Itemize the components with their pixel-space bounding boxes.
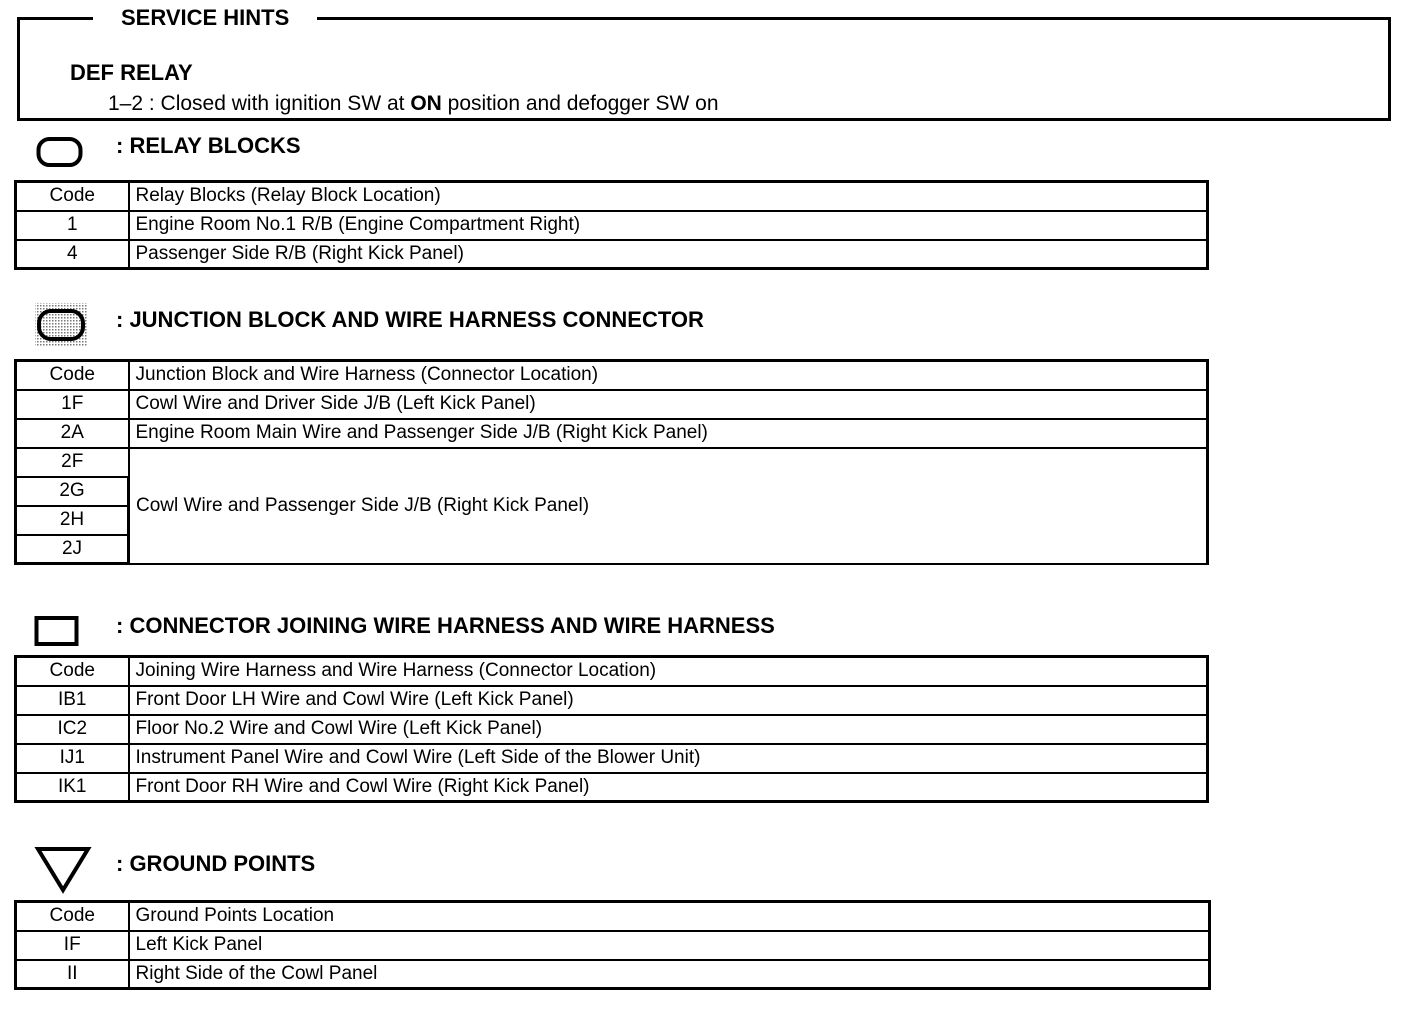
ground-points-title: : GROUND POINTS [116,851,316,876]
row-desc: Cowl Wire and Driver Side J/B (Left Kick Panel) [129,390,1208,419]
row-code: IB1 [16,686,129,715]
header-code: Code [16,657,129,686]
row-code: 1 [16,211,129,240]
table-header-row [16,182,1208,211]
header-code: Code [16,182,129,211]
row-code: IF [16,931,129,960]
table-row [16,744,1208,773]
table-header-row [16,657,1208,686]
header-desc: Junction Block and Wire Harness (Connector Location) [129,361,1208,390]
row-code: IC2 [16,715,129,744]
hint-suffix: position and defogger SW on [441,92,719,115]
row-desc: Floor No.2 Wire and Cowl Wire (Left Kick Panel) [129,715,1208,744]
row-desc: Cowl Wire and Passenger Side J/B (Right Kick Panel) [129,448,1208,564]
row-desc: Engine Room No.1 R/B (Engine Compartment Right) [129,211,1208,240]
row-code: II [16,960,129,989]
row-desc: Engine Room Main Wire and Passenger Side J/B (Right Kick Panel) [129,419,1208,448]
row-code: 2A [16,419,129,448]
header-desc: Relay Blocks (Relay Block Location) [129,182,1208,211]
junction-blocks-title: : JUNCTION BLOCK AND WIRE HARNESS CONNECTOR [116,307,704,332]
table-row [16,715,1208,744]
table-row [16,773,1208,802]
table-row [16,448,1208,477]
header-desc: Joining Wire Harness and Wire Harness (Connector Location) [129,657,1208,686]
service-hints-legend: SERVICE HINTS [93,5,317,31]
table-row [16,419,1208,448]
row-desc: Passenger Side R/B (Right Kick Panel) [129,240,1208,269]
table-header-row [16,361,1208,390]
row-code: 1F [16,390,129,419]
row-code: 2H [16,506,129,535]
row-code: 2F [16,448,129,477]
header-code: Code [16,361,129,390]
hint-prefix: 1–2 : Closed with ignition SW at [108,92,411,115]
relay-blocks-title: : RELAY BLOCKS [116,133,301,158]
row-code: 2J [16,535,129,564]
shaded-rounded-rectangle-icon [34,302,88,348]
row-desc: Front Door RH Wire and Cowl Wire (Right Kick Panel) [129,773,1208,802]
row-desc: Right Side of the Cowl Panel [129,960,1210,989]
rounded-rectangle-icon [36,136,84,168]
table-header-row [16,902,1210,931]
row-code: 4 [16,240,129,269]
down-triangle-icon [34,845,92,895]
service-hints-box [17,17,1391,121]
table-row [16,960,1210,989]
ground-points-table [14,900,1211,990]
table-row [16,390,1208,419]
hint-bold: ON [410,92,442,115]
row-desc: Front Door LH Wire and Cowl Wire (Left Kick Panel) [129,686,1208,715]
row-code: IK1 [16,773,129,802]
junction-blocks-table [14,359,1209,565]
row-desc: Left Kick Panel [129,931,1210,960]
header-code: Code [16,902,129,931]
def-relay-hint [108,92,719,116]
row-code: 2G [16,477,129,506]
row-code: IJ1 [16,744,129,773]
connectors-table [14,655,1209,803]
table-row [16,931,1210,960]
table-row [16,240,1208,269]
table-row [16,211,1208,240]
row-desc: Instrument Panel Wire and Cowl Wire (Left Side of the Blower Unit) [129,744,1208,773]
header-desc: Ground Points Location [129,902,1210,931]
def-relay-title: DEF RELAY [70,60,193,85]
relay-blocks-table [14,180,1209,270]
table-row [16,686,1208,715]
connectors-title: : CONNECTOR JOINING WIRE HARNESS AND WIRE HARNESS [116,613,775,638]
rectangle-icon [34,615,80,647]
